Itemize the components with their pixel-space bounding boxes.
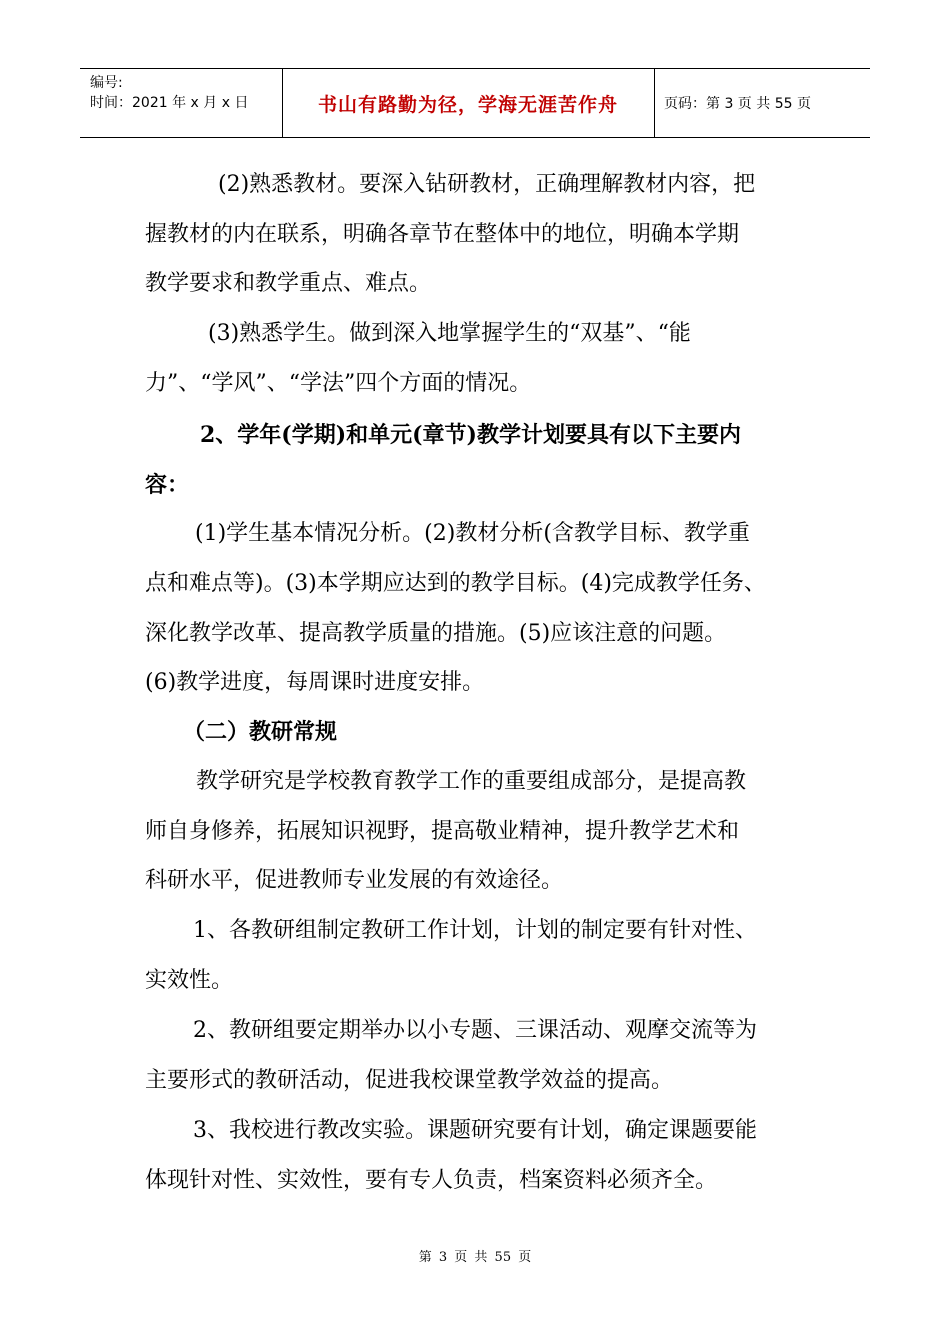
section-heading: 容： [145,472,190,498]
paragraph-line: 2、教研组要定期举办以小专题、三课活动、观摩交流等为 [193,1018,757,1043]
paragraph-line: 握教材的内在联系，明确各章节在整体中的地位，明确本学期 [145,222,740,247]
paragraph-line: 教学要求和教学重点、难点。 [145,271,432,296]
paragraph-line: (6)教学进度，每周课时进度安排。 [145,670,485,695]
paragraph-line: 教学研究是学校教育教学工作的重要组成部分，是提高教 [196,769,747,794]
paragraph-line: (2)熟悉教材。要深入钻研教材，正确理解教材内容，把 [218,172,756,197]
paragraph-line: (3)熟悉学生。做到深入地掌握学生的“双基”、“能 [208,321,691,346]
paragraph-line: 3、我校进行教改实验。课题研究要有计划，确定课题要能 [193,1118,757,1143]
paragraph-line: 主要形式的教研活动，促进我校课堂教学效益的提高。 [145,1068,674,1093]
header-divider [654,69,655,137]
header-page-number: 页码：第 3 页 共 55 页 [664,96,811,112]
header-motto: 书山有路勤为径，学海无涯苦作舟 [317,93,618,116]
page-footer: 第 3 页 共 55 页 [418,1250,532,1265]
section-heading: 2、学年(学期)和单元(章节)教学计划要具有以下主要内 [200,422,741,448]
page-header [80,68,870,138]
paragraph-line: 体现针对性、实效性，要有专人负责，档案资料必须齐全。 [145,1168,718,1193]
paragraph-line: 师自身修养，拓展知识视野，提高敬业精神，提升教学艺术和 [145,819,740,844]
number-label: 编号: [90,75,123,91]
paragraph-line: 力”、“学风”、“学法”四个方面的情况。 [145,371,532,396]
paragraph-line: 实效性。 [145,968,234,993]
paragraph-line: 1、各教研组制定教研工作计划，计划的制定要有针对性、 [193,918,757,943]
paragraph-line: 点和难点等)。(3)本学期应达到的教学目标。(4)完成教学任务、 [145,571,766,596]
paragraph-line: (1)学生基本情况分析。(2)教材分析(含教学目标、教学重 [195,521,750,546]
paragraph-line: 科研水平，促进教师专业发展的有效途径。 [145,868,564,893]
paragraph-line: 深化教学改革、提高教学质量的措施。(5)应该注意的问题。 [145,621,727,646]
header-meta [90,73,248,113]
subsection-heading: （二）教研常规 [183,719,338,745]
time-label: 时间：2021 年 x 月 x 日 [90,95,249,111]
